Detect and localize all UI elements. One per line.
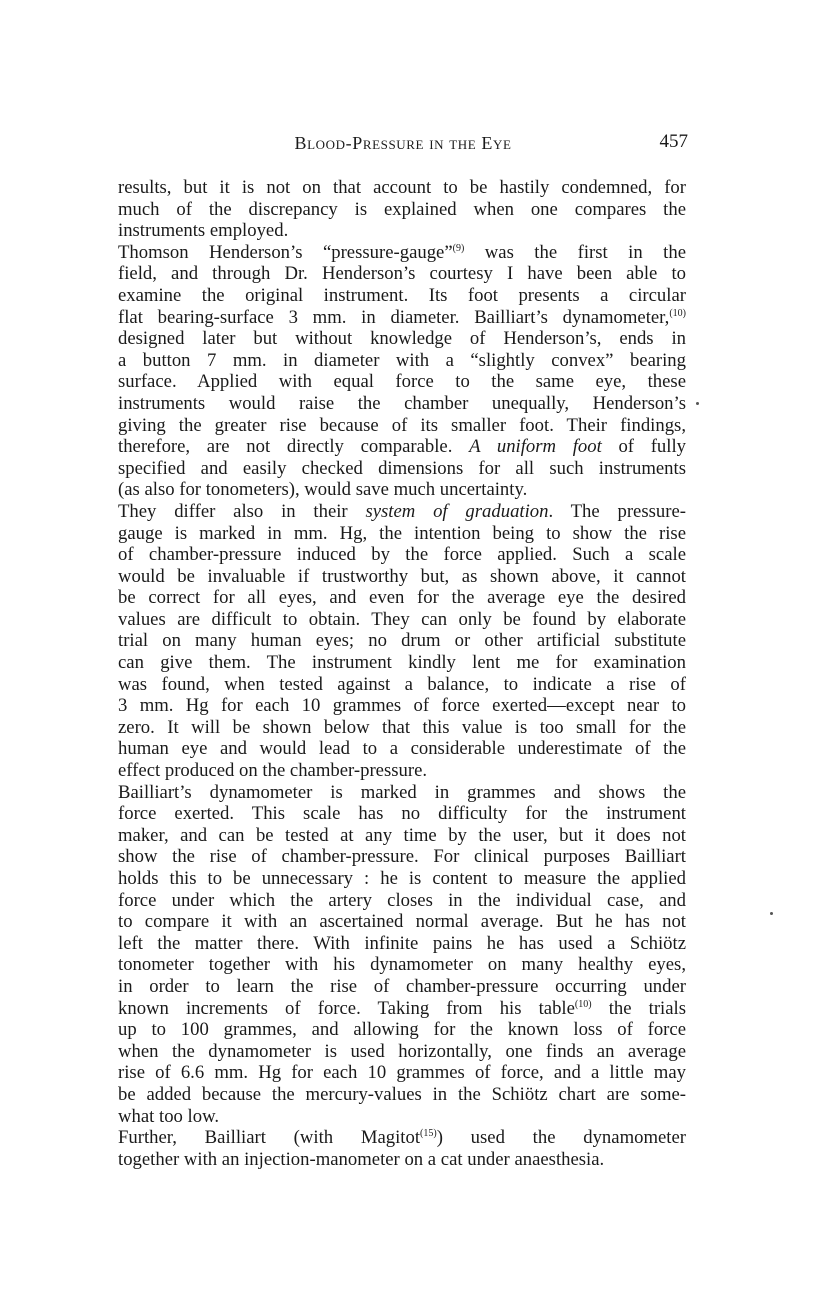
text-run: together with an injection-manometer on a cat under anaesthesia. [118,1148,605,1170]
text-run: examine the original instrument. Its foot presents a circular [118,284,686,306]
text-line [118,825,686,847]
reference-number: (10) [574,998,592,1010]
text-line [118,738,686,760]
text-run: left the matter there. With infinite pains he has used a Schiötz [118,932,686,954]
text-run: flat bearing-surface 3 mm. in diameter. Bailliart’s dynamometer, [118,306,670,328]
text-run: Bailliart’s dynamometer is marked in grammes and shows the [118,781,686,803]
text-run: in order to learn the rise of chamber-pressure occurring under [118,975,686,997]
text-line [118,674,686,696]
text-line [118,1019,686,1041]
text-run: tonometer together with his dynamometer on many healthy eyes, [118,954,686,976]
text-run: when the dynamometer is used horizontally, one finds an average [118,1040,686,1062]
text-run: They differ also in their [118,500,366,522]
reference-number: (10) [669,307,686,319]
running-head-title: Blood-Pressure in the Eye [294,133,512,153]
italic-phrase: A uniform foot [469,436,602,458]
text-line [118,976,686,998]
text-line [118,630,686,652]
text-line [118,285,686,307]
text-line [118,911,686,933]
text-run: rise of 6.6 mm. Hg for each 10 grammes of force, and a little may [118,1062,686,1084]
text-run: trial on many human eyes; no drum or other artificial substitute [118,630,686,652]
text-line [118,1127,686,1149]
text-run: human eye and would lead to a considerable underestimate of the [118,738,686,760]
text-line [118,803,686,825]
text-line [118,717,686,739]
text-line [118,544,686,566]
text-run: . The pressure- [548,500,686,522]
text-run: was found, when tested against a balance, to indicate a rise of [118,673,686,695]
text-line [118,1062,686,1084]
text-run: instruments would raise the chamber unequally, Henderson’s [118,392,686,414]
text-run: instruments employed. [118,220,289,242]
text-line [118,479,686,501]
text-run: maker, and can be tested at any time by the user, but it does not [118,824,686,846]
text-run: was the first in the [464,241,686,263]
body-text [118,177,686,1170]
reference-number: (9) [452,242,465,254]
text-run: of chamber-pressure induced by the force applied. Such a scale [118,544,686,566]
reference-number: (15) [420,1128,437,1140]
text-run: surface. Applied with equal force to the same eye, these [118,371,686,393]
text-run: effect produced on the chamber-pressure. [118,760,428,782]
text-line [118,998,686,1020]
text-run: (as also for tonometers), would save much uncertainty. [118,479,528,501]
text-line [118,415,686,437]
text-line [118,933,686,955]
text-line [118,458,686,480]
text-line [118,868,686,890]
text-run: to compare it with an ascertained normal average. But he has not [118,911,686,933]
text-run: the trials [591,997,686,1019]
text-run: be added because the mercury-values in the Schiötz chart are some- [118,1083,686,1105]
text-line [118,199,686,221]
text-run: up to 100 grammes, and allowing for the known loss of force [118,1019,686,1041]
text-line [118,307,686,329]
text-run: can give them. The instrument kindly lent me for examination [118,652,686,674]
paragraph [118,782,686,1128]
text-line [118,350,686,372]
paragraph [118,177,686,242]
text-line [118,242,686,264]
text-line [118,652,686,674]
text-run: designed later but without knowledge of Henderson’s, ends in [118,328,686,350]
text-run: gauge is marked in mm. Hg, the intention being to show the rise [118,522,686,544]
text-line [118,890,686,912]
text-line [118,954,686,976]
text-line [118,695,686,717]
text-run: specified and easily checked dimensions for all such instruments [118,457,686,479]
page-number: 457 [659,131,688,152]
text-line [118,501,686,523]
scan-speck [770,912,773,915]
text-line [118,523,686,545]
text-run: 3 mm. Hg for each 10 grammes of force exerted—except near to [118,695,686,717]
text-line [118,1149,686,1171]
text-run: a button 7 mm. in diameter with a “slightly convex” bearing [118,349,686,371]
text-line [118,760,686,782]
text-run: much of the discrepancy is explained when one compares the [118,198,686,220]
text-run: ) used the dynamometer [436,1127,686,1149]
text-line [118,328,686,350]
text-line [118,177,686,199]
paragraph [118,242,686,501]
italic-phrase: system of graduation [365,500,549,522]
text-line [118,371,686,393]
text-run: of fully [601,436,686,458]
text-line [118,1084,686,1106]
text-line [118,1041,686,1063]
text-run: giving the greater rise because of its smaller foot. Their findings, [118,414,686,436]
scan-speck [696,402,699,405]
text-run: therefore, are not directly comparable. [118,436,470,458]
paragraph [118,1127,686,1170]
text-run: zero. It will be shown below that this value is too small for the [118,716,686,738]
text-line [118,393,686,415]
text-run: known increments of force. Taking from his table [118,997,575,1019]
running-head [118,133,688,159]
text-run: would be invaluable if trustworthy but, as shown above, it cannot [118,565,686,587]
text-run: what too low. [118,1105,220,1127]
text-line [118,220,686,242]
text-line [118,846,686,868]
text-line [118,436,686,458]
text-run: Further, Bailliart (with Magitot [118,1127,421,1149]
text-run: results, but it is not on that account to be hastily condemned, for [118,177,686,198]
text-line [118,566,686,588]
text-run: force exerted. This scale has no difficulty for the instrument [118,803,686,825]
text-line [118,609,686,631]
text-run: field, and through Dr. Henderson’s courtesy I have been able to [118,263,686,285]
text-run: values are difficult to obtain. They can only be found by elaborate [118,608,686,630]
text-run: holds this to be unnecessary : he is content to measure the applied [118,868,686,889]
text-run: show the rise of chamber-pressure. For clinical purposes Bailliart [118,846,686,868]
text-line [118,263,686,285]
text-line [118,587,686,609]
paragraph [118,501,686,782]
text-line [118,1106,686,1128]
text-run: Thomson Henderson’s “pressure-gauge” [118,241,453,263]
text-run: be correct for all eyes, and even for the average eye the desired [118,587,686,609]
text-line [118,782,686,804]
text-run: force under which the artery closes in the individual case, and [118,889,686,911]
